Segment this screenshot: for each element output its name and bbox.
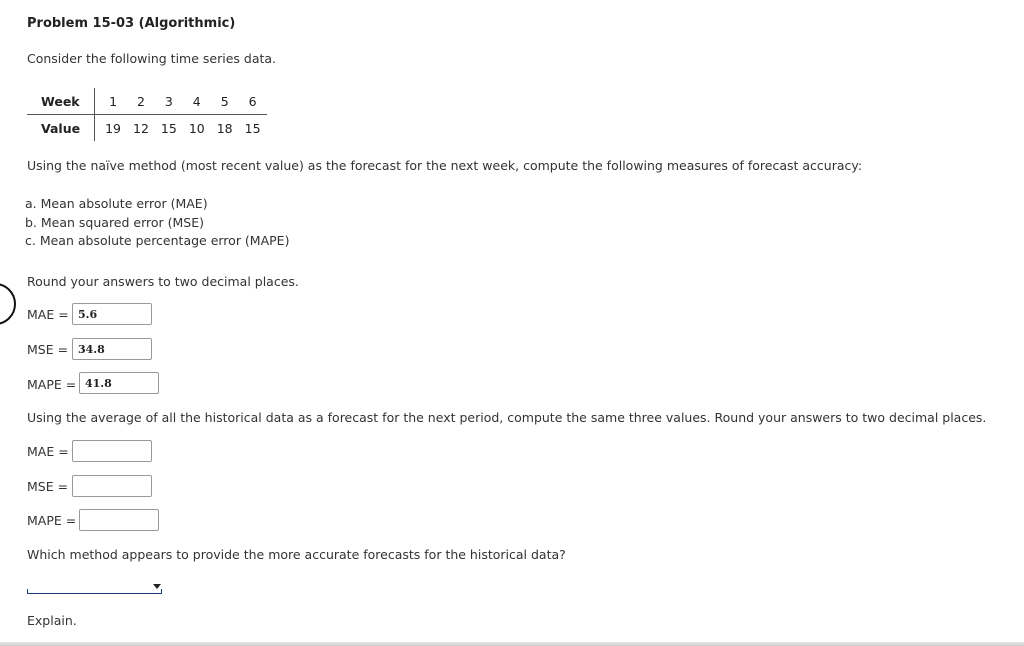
naive-mse-input[interactable]: 34.8 — [72, 338, 152, 360]
table-row — [27, 88, 267, 115]
table-cell: 3 — [155, 88, 183, 115]
table-cell: 10 — [188, 120, 205, 136]
average-mse-label: MSE = — [27, 479, 69, 494]
list-item: a. Mean absolute error (MAE) — [25, 196, 208, 211]
time-series-table — [27, 88, 267, 141]
row-header-value: Value — [27, 115, 95, 142]
list-item: b. Mean squared error (MSE) — [25, 214, 205, 230]
naive-mse-label: MSE = — [27, 342, 69, 357]
table-cell: 15 — [160, 120, 177, 136]
table-cell: 5 — [211, 88, 239, 115]
naive-mape-input[interactable]: 41.8 — [79, 372, 159, 394]
measure-list — [25, 195, 289, 251]
naive-instruction: Using the naïve method (most recent value) as the forecast for the next week, compute the following measures of forecast accuracy: — [27, 158, 863, 173]
table-cell: 1 — [95, 88, 127, 115]
bottom-divider — [0, 642, 1024, 646]
table-cell: 19 — [105, 120, 121, 136]
naive-mae-input[interactable]: 5.6 — [72, 303, 152, 325]
table-cell: 12 — [133, 120, 149, 136]
round-note: Round your answers to two decimal places. — [27, 274, 299, 289]
table-cell: 6 — [239, 88, 267, 115]
average-mape-label: MAPE = — [27, 513, 77, 528]
select-edge — [161, 589, 162, 593]
problem-title: Problem 15-03 (Algorithmic) — [27, 16, 236, 31]
comparison-question: Which method appears to provide the more accurate forecasts for the historical data? — [27, 547, 566, 562]
select-edge — [27, 589, 28, 593]
table-cell: 15 — [244, 120, 261, 136]
average-mape-input[interactable] — [79, 509, 159, 531]
explain-label: Explain. — [27, 613, 77, 628]
row-header-week: Week — [27, 88, 95, 115]
naive-mae-label: MAE = — [27, 307, 69, 322]
average-mse-input[interactable] — [72, 475, 152, 497]
average-instruction: Using the average of all the historical data as a forecast for the next period, compute the same three values. Round your answers to two decimal places. — [27, 410, 987, 425]
chevron-down-icon[interactable] — [153, 584, 161, 589]
average-mae-label: MAE = — [27, 444, 69, 459]
average-mae-input[interactable] — [72, 440, 152, 462]
table-cell: 18 — [216, 120, 233, 136]
naive-mape-label: MAPE = — [27, 377, 77, 392]
cursor-circle-marker — [0, 283, 16, 325]
problem-intro: Consider the following time series data. — [27, 51, 277, 66]
table-cell: 4 — [183, 88, 211, 115]
table-cell: 2 — [127, 88, 155, 115]
method-select[interactable] — [27, 579, 162, 594]
list-item: c. Mean absolute percentage error (MAPE) — [25, 233, 290, 248]
table-row — [27, 115, 267, 142]
